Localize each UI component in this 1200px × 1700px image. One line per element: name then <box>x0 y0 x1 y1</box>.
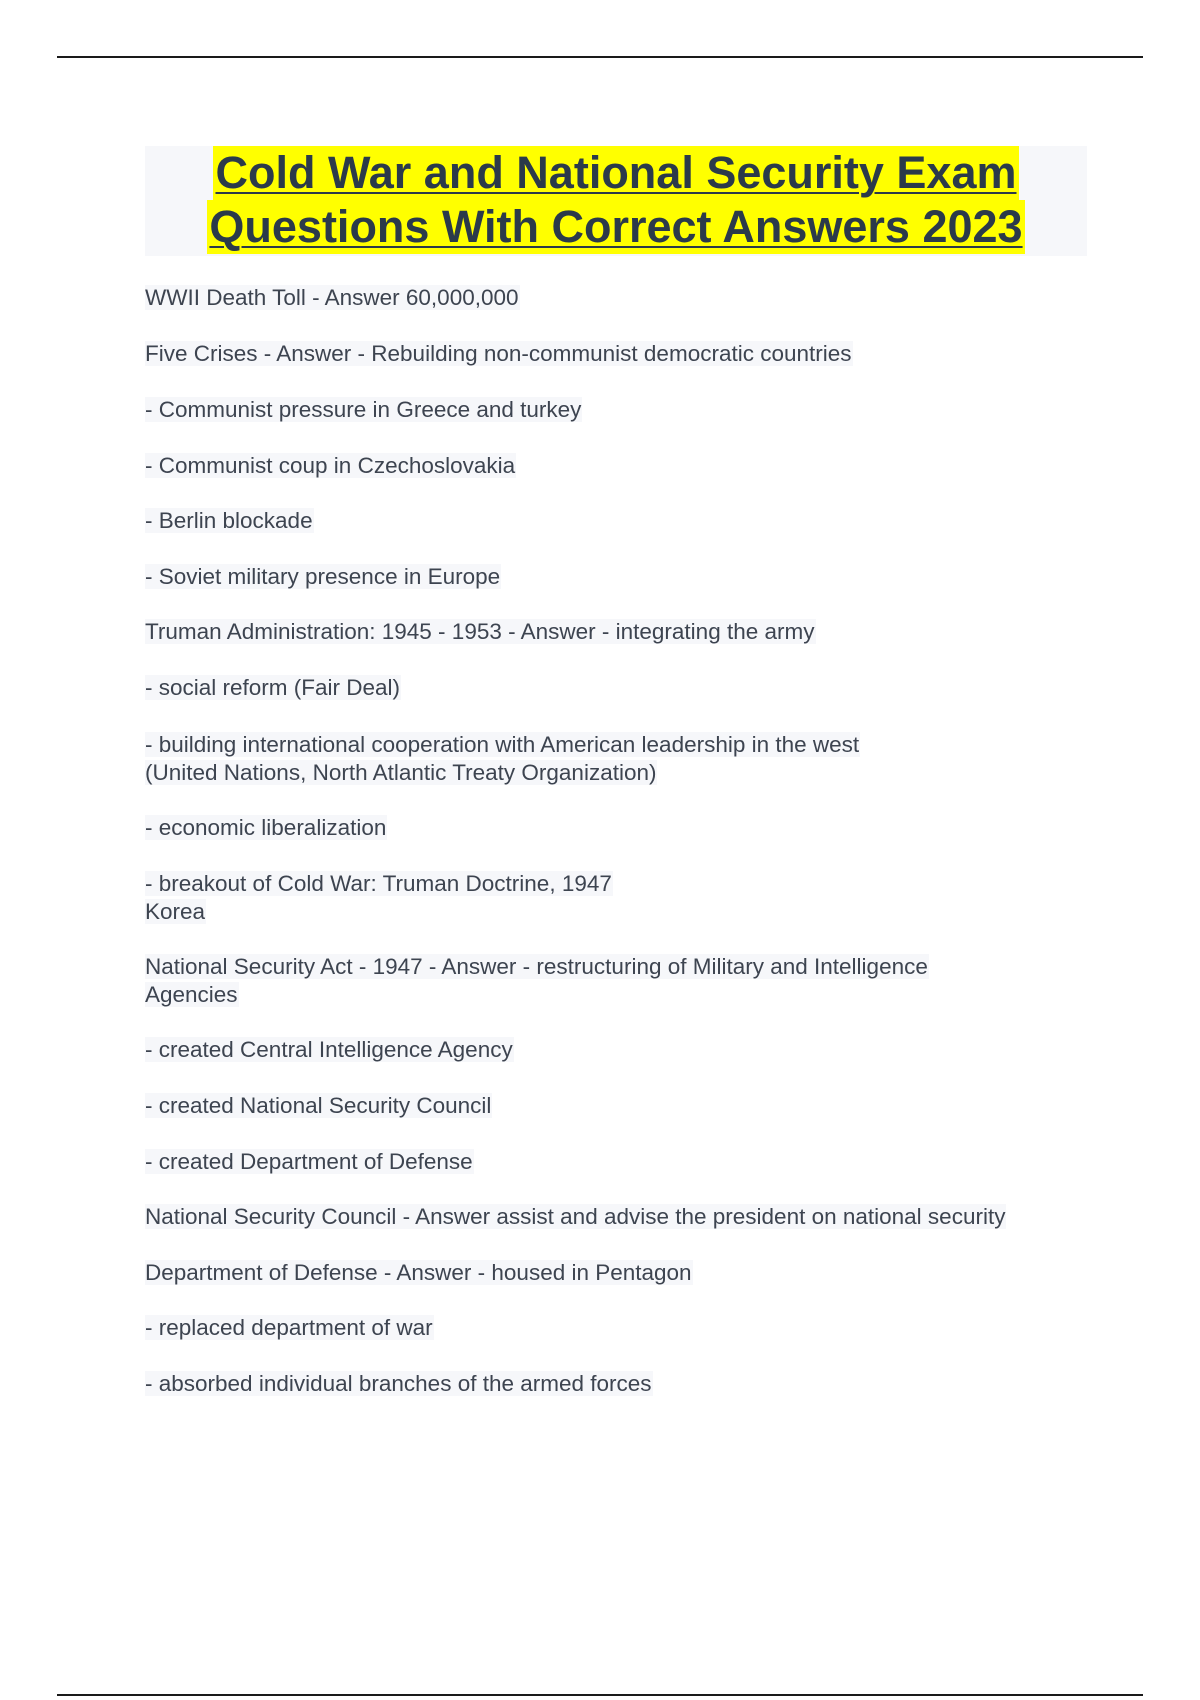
qa-entry <box>145 814 387 842</box>
entry-text: - Soviet military presence in Europe <box>145 564 501 589</box>
entry-text: - building international cooperation with American leadership in the west <box>145 732 860 757</box>
entry-text: - Communist coup in Czechoslovakia <box>145 453 516 478</box>
document-title <box>145 146 1087 256</box>
qa-entry <box>145 1092 492 1120</box>
entry-text: - created Department of Defense <box>145 1149 473 1174</box>
title-line-1: Cold War and National Security Exam <box>215 147 1017 198</box>
entry-text: National Security Council - Answer assist and advise the president on national security <box>145 1204 1006 1229</box>
entry-text: WWII Death Toll - Answer 60,000,000 <box>145 285 519 310</box>
top-rule <box>57 56 1143 58</box>
qa-entry <box>145 1036 514 1064</box>
entry-text: Truman Administration: 1945 - 1953 - Answer - integrating the army <box>145 619 815 644</box>
entry-text: - economic liberalization <box>145 815 387 840</box>
entry-text: - Berlin blockade <box>145 508 313 533</box>
entry-text: - created Central Intelligence Agency <box>145 1037 513 1062</box>
entry-text: (United Nations, North Atlantic Treaty Organization) <box>145 760 657 785</box>
entry-text: Department of Defense - Answer - housed in Pentagon <box>145 1260 692 1285</box>
qa-entry <box>145 452 516 480</box>
entry-text: Korea <box>145 899 206 924</box>
entry-text: - social reform (Fair Deal) <box>145 675 401 700</box>
qa-entry <box>145 1203 1006 1231</box>
entry-text: Five Crises - Answer - Rebuilding non-communist democratic countries <box>145 341 852 366</box>
entry-text: - breakout of Cold War: Truman Doctrine, 1947 <box>145 871 612 896</box>
qa-entry <box>145 674 401 702</box>
qa-entry <box>145 618 816 646</box>
qa-entry <box>145 284 520 312</box>
entry-text: - absorbed individual branches of the armed forces <box>145 1371 652 1396</box>
entry-text: National Security Act - 1947 - Answer - restructuring of Military and Intelligence <box>145 954 928 979</box>
qa-entry <box>145 953 929 1009</box>
entry-text: - replaced department of war <box>145 1315 433 1340</box>
bottom-rule <box>57 1694 1143 1696</box>
qa-entry <box>145 870 613 926</box>
qa-entry <box>145 731 860 787</box>
qa-entry <box>145 1148 474 1176</box>
entry-text: - Communist pressure in Greece and turkey <box>145 397 582 422</box>
entry-text: Agencies <box>145 982 238 1007</box>
qa-entry <box>145 1370 653 1398</box>
qa-entry <box>145 1314 434 1342</box>
qa-entry <box>145 1259 693 1287</box>
qa-entry <box>145 340 853 368</box>
qa-entry <box>145 396 582 424</box>
title-line-2: Questions With Correct Answers 2023 <box>209 201 1023 252</box>
qa-entry <box>145 507 314 535</box>
qa-entry <box>145 563 501 591</box>
entry-text: - created National Security Council <box>145 1093 492 1118</box>
